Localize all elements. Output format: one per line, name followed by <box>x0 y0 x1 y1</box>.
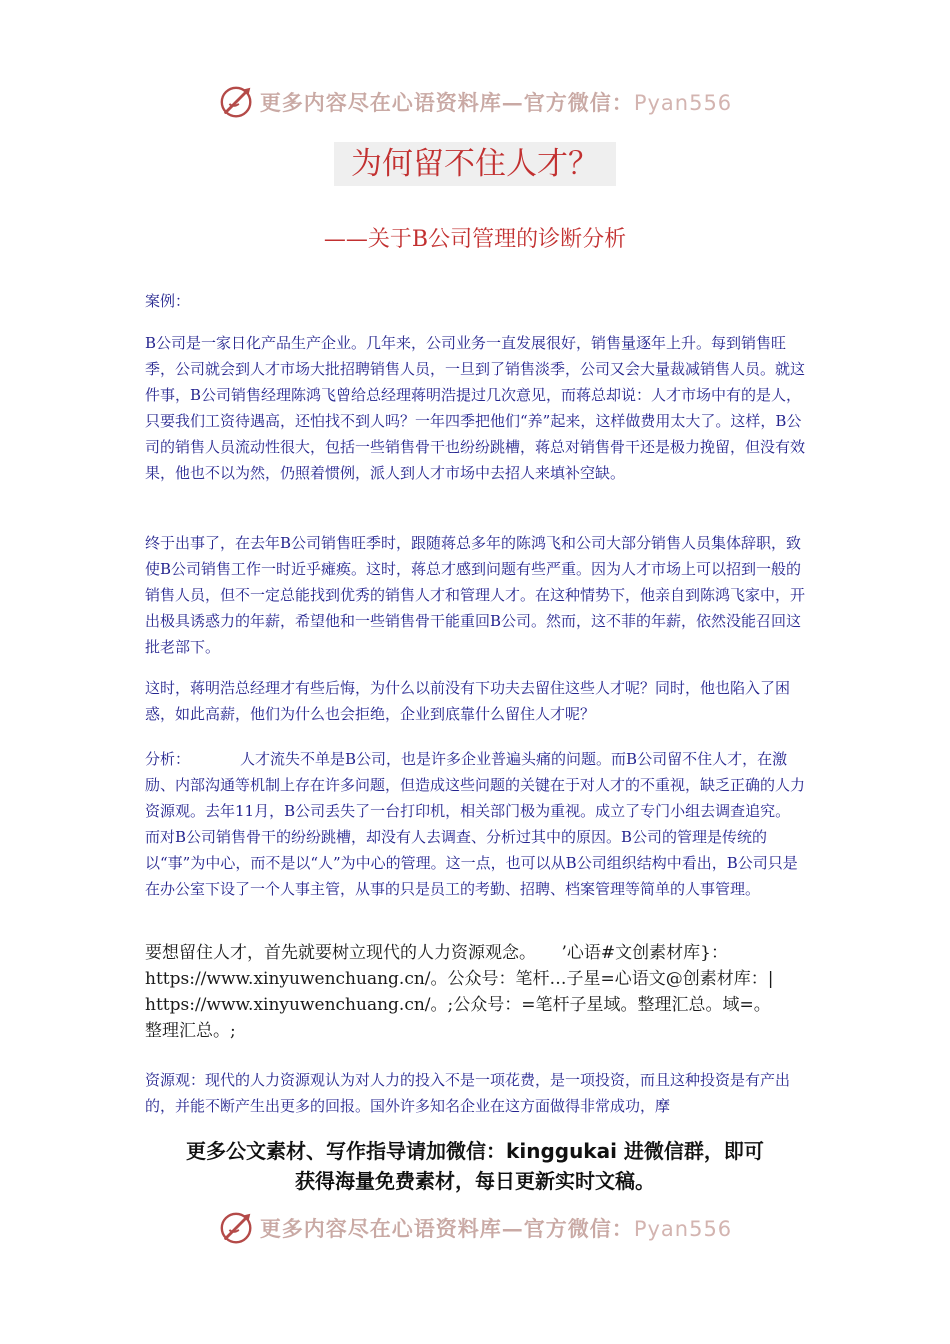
paragraph-text: 资源观：现代的人力资源观认为对人力的投入不是一项花费，是一项投资，而且这种投资是有产出的，并能不断产生出更多的回报。国外许多知名企业在这方面做得非常成功，摩 <box>145 1071 791 1115</box>
paragraph-text: 终于出事了，在去年B公司销售旺季时，跟随蒋总多年的陈鸿飞和公司大部分销售人员集体辞职，致使B公司销售工作一时近乎瘫痪。这时，蒋总才感到问题有些严重。因为人才市场上可以招到一般的销售人员，但不一定总能找到优秀的销售人才和管理人才。在这种情势下，他亲自到陈鸿飞家中，开出极具诱惑力的年薪，希望他和一些销售骨干能重回B公司。然而，这不菲的年薪，依然没能召回这批老部下。 <box>145 534 806 656</box>
insert-line-3: https://www.xinyuwenchuang.cn/。;公众号：=笔杆子星域。整理汇总。域=。 <box>145 995 771 1015</box>
footer-note <box>0 1136 950 1196</box>
paragraph-insert <box>145 940 805 1044</box>
footer-note-line-2: 获得海量免费素材，每日更新实时文稿。 <box>295 1169 655 1193</box>
header-banner-handle: Pyan556 <box>633 91 733 115</box>
paragraph-analysis <box>145 746 805 902</box>
paragraph-text: 人才流失不单是B公司，也是许多企业普遍头痛的问题。而B公司留不住人才，在激励、内部沟通等机制上存在许多问题，但造成这些问题的关键在于对人才的不重视，缺乏正确的人力资源观。去年11月，B公司丢失了一台打印机，相关部门极为重视。成立了专门小组去调查追究。而对B公司销售骨干的纷纷跳槽，却没有人去调查、分析过其中的原因。B公司的管理是传统的以“事”为中心，而不是以“人”为中心的管理。这一点，也可以从B公司组织结构中看出，B公司只是在办公室下设了一个人事主管，从事的只是员工的考勤、招聘、档案管理等简单的人事管理。 <box>145 750 806 898</box>
header-banner-text: 更多内容尽在心语资料库—官方微信：Pyan556 <box>259 90 733 115</box>
paragraph-resource-view <box>145 1067 805 1119</box>
paragraph-case-1 <box>145 330 805 486</box>
footer-banner <box>0 1208 950 1248</box>
page-subtitle: ——关于B公司管理的诊断分析 <box>323 227 627 252</box>
pen-logo-icon <box>218 1209 256 1247</box>
insert-line-2: https://www.xinyuwenchuang.cn/。公众号：笔杆…子星=心语文@创素材库：| <box>145 969 774 989</box>
insert-line-4: 整理汇总。; <box>145 1021 236 1041</box>
footer-banner-text: 更多内容尽在心语资料库—官方微信：Pyan556 <box>259 1216 733 1241</box>
footer-banner-handle: Pyan556 <box>633 1217 733 1241</box>
header-banner <box>0 82 950 122</box>
insert-line-1: 要想留住人才，首先就要树立现代的人力资源观念。 ’心语#文创素材库}： <box>145 943 728 963</box>
analysis-label: 分析： <box>145 750 191 768</box>
case-label: 案例： <box>145 292 191 310</box>
paragraph-case-3 <box>145 675 805 727</box>
footer-note-line-1: 更多公文素材、写作指导请加微信：kinggukai 进微信群，即可 <box>186 1139 764 1163</box>
paragraph-case-2 <box>145 530 805 660</box>
page-title: 为何留不住人才？ <box>334 142 616 186</box>
paragraph-text: 这时，蒋明浩总经理才有些后悔，为什么以前没有下功夫去留住这些人才呢？同时，他也陷入了困惑，如此高薪，他们为什么也会拒绝，企业到底靠什么留住人才呢？ <box>145 679 791 723</box>
paragraph-text: B公司是一家日化产品生产企业。几年来，公司业务一直发展很好，销售量逐年上升。每到销售旺季，公司就会到人才市场大批招聘销售人员，一旦到了销售淡季，公司又会大量裁减销售人员。就这件事，B公司销售经理陈鸿飞曾给总经理蒋明浩提过几次意见，而蒋总却说：人才市场中有的是人，只要我们工资待遇高，还怕找不到人吗？一年四季把他们“养”起来，这样做费用太大了。这样，B公司的销售人员流动性很大，包括一些销售骨干也纷纷跳槽，蒋总对销售骨干还是极力挽留，但没有效果，他也不以为然，仍照着惯例，派人到人才市场中去招人来填补空缺。 <box>145 334 806 482</box>
pen-logo-icon <box>218 83 256 121</box>
